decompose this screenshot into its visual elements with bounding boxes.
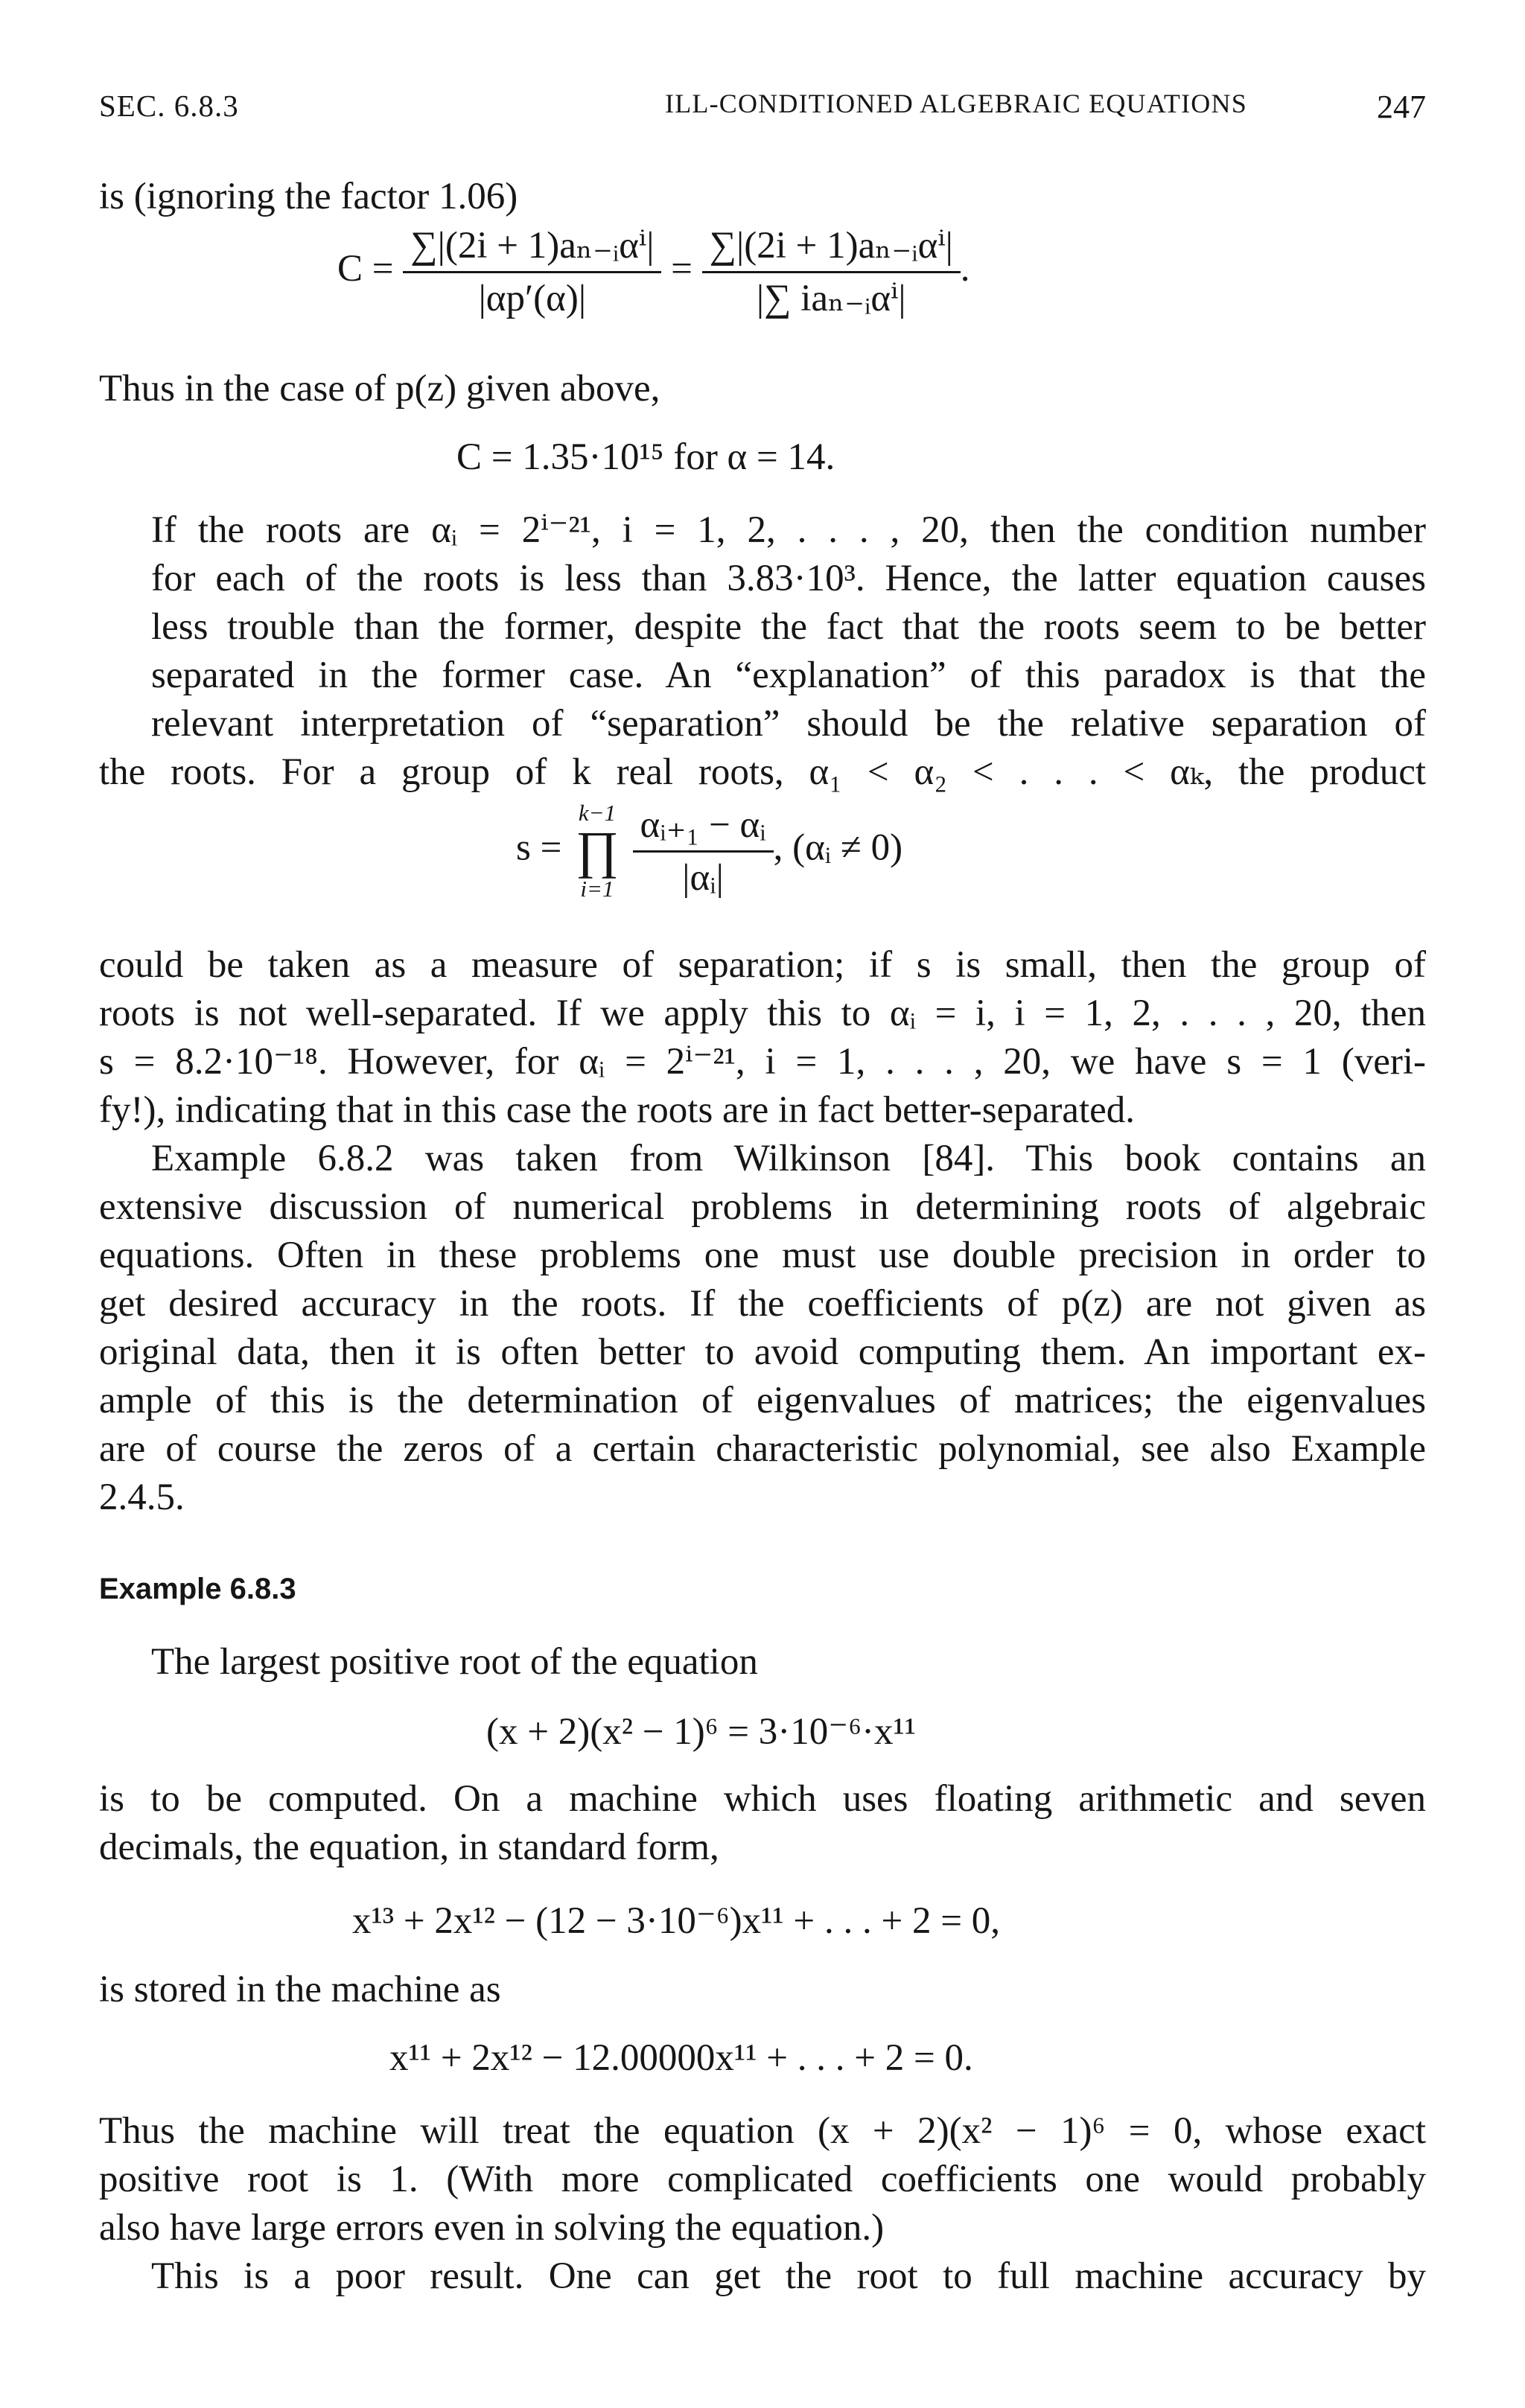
- eq-s-fraction: [633, 803, 774, 900]
- eq-s-condition: , (αᵢ ≠ 0): [773, 826, 903, 869]
- text-line: are of course the zeros of a certain characteristic polynomial, see also Example: [99, 1428, 1426, 1470]
- text-line: original data, then it is often better to avoid computing them. An important ex-: [99, 1331, 1426, 1373]
- paragraph-machine: [99, 1775, 1426, 1872]
- equation-c-value: C = 1.35·10¹⁵ for α = 14.: [456, 436, 835, 478]
- equation-stored: x¹¹ + 2x¹² − 12.00000x¹¹ + . . . + 2 = 0.: [389, 2037, 973, 2079]
- text-line: get desired accuracy in the roots. If the coefficients of p(z) are not given as: [99, 1283, 1426, 1325]
- thus-line: Thus in the case of p(z) given above,: [99, 368, 660, 410]
- eq-c-fraction-1: [403, 223, 661, 321]
- text-line: Thus the machine will treat the equation (x + 2)(x² − 1)⁶ = 0, whose exact: [99, 2110, 1426, 2152]
- section-label: SEC. 6.8.3: [99, 89, 239, 123]
- text-line: ample of this is the determination of eigenvalues of matrices; the eigenvalues: [99, 1380, 1426, 1421]
- text-line: If the roots are αᵢ = 2ⁱ⁻²¹, i = 1, 2, . . . , 20, then the condition number: [151, 509, 1426, 551]
- equation-original: (x + 2)(x² − 1)⁶ = 3·10⁻⁶·x¹¹: [486, 1711, 917, 1753]
- text-line: roots is not well-separated. If we apply this to αᵢ = i, i = 1, 2, . . . , 20, then: [99, 993, 1426, 1034]
- text-line: s = 8.2·10⁻¹⁸. However, for αᵢ = 2ⁱ⁻²¹, i = 1, . . . , 20, we have s = 1 (veri-: [99, 1041, 1426, 1083]
- paragraph-conclusion: [99, 2107, 1426, 2301]
- eq-s-denominator: |αᵢ|: [682, 856, 724, 899]
- product-lower-limit: i=1: [580, 876, 614, 902]
- text-line: for each of the roots is less than 3.83·10³. Hence, the latter equation causes: [151, 558, 1426, 599]
- eq-s-numerator: αᵢ₊₁ − αᵢ: [633, 803, 774, 853]
- text-line: This is a poor result. One can get the root to full machine accuracy by: [151, 2255, 1426, 2297]
- text-line: could be taken as a measure of separation; if s is small, then the group of: [99, 944, 1426, 986]
- eq-c-num-2: ∑|(2i + 1)aₙ₋ᵢαⁱ|: [702, 223, 961, 273]
- text-line: is to be computed. On a machine which uses floating arithmetic and seven: [99, 1778, 1426, 1820]
- eq-c-period: .: [960, 248, 970, 290]
- text-line: positive root is 1. (With more complicated coefficients one would probably: [99, 2159, 1426, 2200]
- equation-standard-form: x¹³ + 2x¹² − (12 − 3·10⁻⁶)x¹¹ + . . . + 2 = 0,: [352, 1900, 1000, 1942]
- example-heading: Example 6.8.3: [99, 1573, 296, 1605]
- text-line: relevant interpretation of “separation” should be the relative separation of: [151, 703, 1426, 745]
- equation-separation-product: [516, 801, 902, 901]
- paragraph-separation-measure: [99, 941, 1426, 1135]
- eq-c-fraction-2: [702, 223, 961, 321]
- text-line: decimals, the equation, in standard form,: [99, 1826, 719, 1868]
- largest-root-line: The largest positive root of the equation: [151, 1641, 758, 1683]
- paragraph-relative-separation: [99, 506, 1426, 797]
- eq-c-equals: =: [671, 248, 693, 290]
- text-line: fy!), indicating that in this case the roots are in fact better-separated.: [99, 1089, 1135, 1131]
- stored-line: is stored in the machine as: [99, 1969, 501, 2010]
- text-line: equations. Often in these problems one must use double precision in order to: [99, 1235, 1426, 1276]
- page-number: 247: [1377, 89, 1426, 125]
- paragraph-wilkinson: [99, 1135, 1426, 1522]
- product-symbol: ∏: [576, 822, 619, 879]
- text-line: less trouble than the former, despite the fact that the roots seem to be better: [151, 606, 1426, 648]
- equation-condition-number: [337, 223, 970, 321]
- running-head: [99, 88, 1426, 133]
- product-operator: [576, 801, 619, 901]
- eq-c-den-2: |∑ iaₙ₋ᵢαⁱ|: [756, 278, 906, 319]
- eq-c-lhs: C =: [337, 248, 394, 290]
- eq-c-num-1: ∑|(2i + 1)aₙ₋ᵢαⁱ|: [403, 223, 661, 273]
- product-upper-limit: k−1: [578, 800, 617, 826]
- text-line: separated in the former case. An “explanation” of this paradox is that the: [151, 654, 1426, 696]
- eq-c-den-1: |αp′(α)|: [478, 278, 587, 319]
- text-line: the roots. For a group of k real roots, α₁ < α₂ < . . . < αₖ, the product: [99, 751, 1426, 793]
- text-line: extensive discussion of numerical problems in determining roots of algebraic: [99, 1186, 1426, 1228]
- chapter-title: ILL-CONDITIONED ALGEBRAIC EQUATIONS: [665, 89, 1247, 118]
- text-line: Example 6.8.2 was taken from Wilkinson [84]. This book contains an: [151, 1138, 1426, 1179]
- intro-line: is (ignoring the factor 1.06): [99, 176, 518, 217]
- text-line: 2.4.5.: [99, 1477, 185, 1518]
- eq-s-lhs: s =: [516, 826, 562, 869]
- text-line: also have large errors even in solving the equation.): [99, 2207, 885, 2249]
